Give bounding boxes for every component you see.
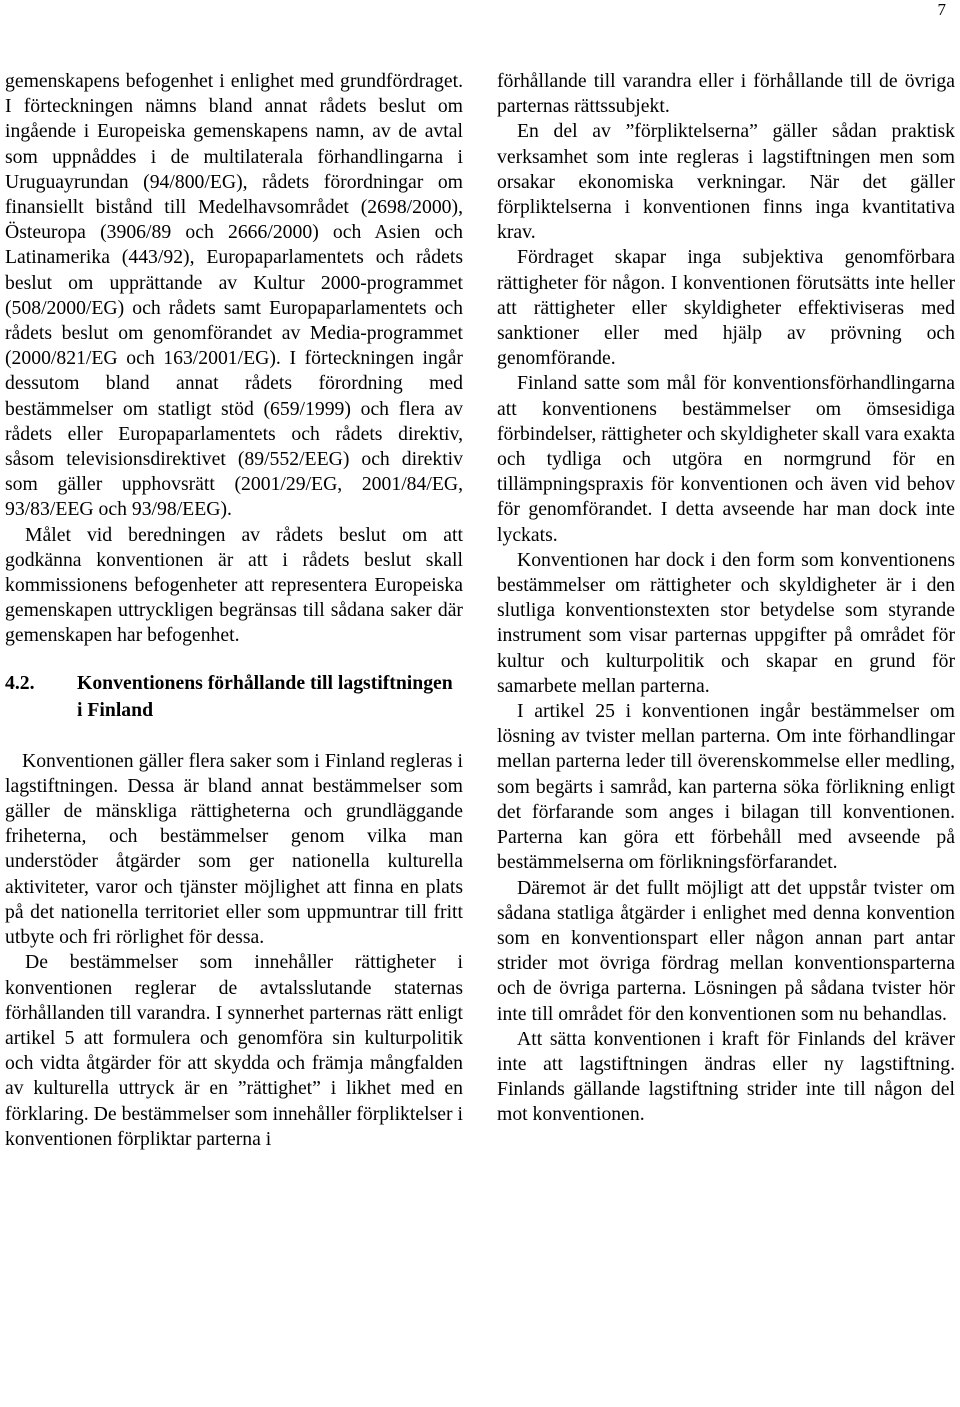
section-heading-title: Konventionens förhållande till lagstiftningen i Finland: [77, 671, 453, 721]
section-heading-number: 4.2.: [5, 671, 35, 694]
body-paragraph: Målet vid beredningen av rådets beslut om att godkänna konventionen är att i rådets beslut skall kommissionens befogenheter att representera Europeiska gemenskapen uttryckligen begränsas till sådana saker där gemenskapen har befogenhet.: [5, 523, 463, 647]
section-heading: [5, 670, 463, 724]
body-paragraph: En del av ”förpliktelserna” gäller sådan praktisk verksamhet som inte regleras i lagstiftningen men som orsakar ekonomiska verkningar. När det gäller förpliktelserna i konventionen finns inga kvantitativa krav.: [497, 120, 955, 244]
left-column: [5, 69, 463, 1152]
body-paragraph: gemenskapens befogenhet i enlighet med grundfördraget. I förteckningen nämns bland annat rådets beslut om ingående i Europeiska gemenskapens namn, av de avtal som uppnåddes i de multilaterala förhandlingarna i Uruguayrundan (94/800/EG), rådets förordningar om finansiellt bistånd till Medelhavsområdet (2698/2000), Östeuropa (3906/89 och 2666/2000) och Asien och Latinamerika (443/92), Europaparlamentets och rådets beslut om upprättande av Kultur 2000-programmet (508/2000/EG) och rådets samt Europaparlamentets och rådets beslut om genomförandet av Media-programmet (2000/821/EG och 163/2001/EG). I förteckningen ingår dessutom bland annat rådets förordning med bestämmelser om statligt stöd (659/1999) och flera av rådets eller Europaparlamentets och rådets direktiv, såsom televisionsdirektivet (89/552/EEG) och direktiv som gäller upphovsrätt (2001/29/EG, 2001/84/EG, 93/83/EEG och 93/98/EEG).: [5, 70, 463, 521]
body-paragraph: Konventionen gäller flera saker som i Finland regleras i lagstiftningen. Dessa är bland annat bestämmelser som gäller de mänskliga rättigheterna och grundläggande friheterna, och bestämmelser genom vilka man understöder åtgärder som ger nationella kulturella aktiviteter, varor och tjänster möjlighet att finna en plats på det nationella territoriet eller som uppmuntrar till fritt utbyte och fri rörlighet för dessa.: [5, 749, 463, 949]
body-paragraph: Däremot är det fullt möjligt att det uppstår tvister om sådana statliga åtgärder i enlighet med denna konvention som en konventionspart eller någon annan part antar strider mot övriga fördrag mellan konventionsparterna och de övriga parterna. Lösningen på sådana tvister hör inte till området för den konventionen som nu behandlas.: [497, 876, 955, 1025]
body-paragraph: I artikel 25 i konventionen ingår bestämmelser om lösning av tvister mellan parterna. Om inte förhandlingar mellan parterna leder till överenskommelse eller medling, som begärts i samråd, kan parterna söka förlikning enligt det förfarande som anges i bilagan till konventionen. Parterna kan göra ett förbehåll med avseende på bestämmelserna om förlikningsförfarandet.: [497, 700, 955, 874]
right-column: [497, 69, 955, 1128]
body-paragraph: De bestämmelser som innehåller rättigheter i konventionen reglerar de avtalsslutande staternas förhållanden till varandra. I synnerhet parternas rätt enligt artikel 5 att formulera och genomföra sin kulturpolitik och vidta åtgärder för att skydda och främja mångfalden av kulturella uttryck är en ”rättighet” i likhet med en förklaring. De bestämmelser som innehåller förpliktelser i konventionen förpliktar parterna i: [5, 951, 463, 1150]
body-paragraph: Finland satte som mål för konventionsförhandlingarna att konventionens bestämmelser om ömsesidiga förbindelser, rättigheter och skyldigheter skall vara exakta och tydliga och utgöra en normgrund för en tillämpningspraxis för konventionen och även vid behov för genomförandet. I detta avseende har man dock inte lyckats.: [497, 372, 955, 546]
page-number: 7: [937, 0, 946, 19]
body-paragraph: förhållande till varandra eller i förhållande till de övriga parternas rättssubjekt.: [497, 70, 955, 118]
body-paragraph: Att sätta konventionen i kraft för Finlands del kräver inte att lagstiftningen ändras eller ny lagstiftning. Finlands gällande lagstiftning strider inte till någon del mot konventionen.: [497, 1027, 955, 1126]
body-paragraph: Fördraget skapar inga subjektiva genomförbara rättigheter för någon. I konventionen förutsätts inte heller att rättigheter eller skyldigheter effektiviseras med sanktioner eller med hjälp av prövning och genomförande.: [497, 246, 955, 370]
body-paragraph: Konventionen har dock i den form som konventionens bestämmelser om rättigheter och skyldigheter är i den slutliga konventionstexten stor betydelse som styrande instrument som visar parternas uppgifter på området för kultur och kulturpolitik och skapar en grund för samarbete mellan parterna.: [497, 548, 955, 697]
